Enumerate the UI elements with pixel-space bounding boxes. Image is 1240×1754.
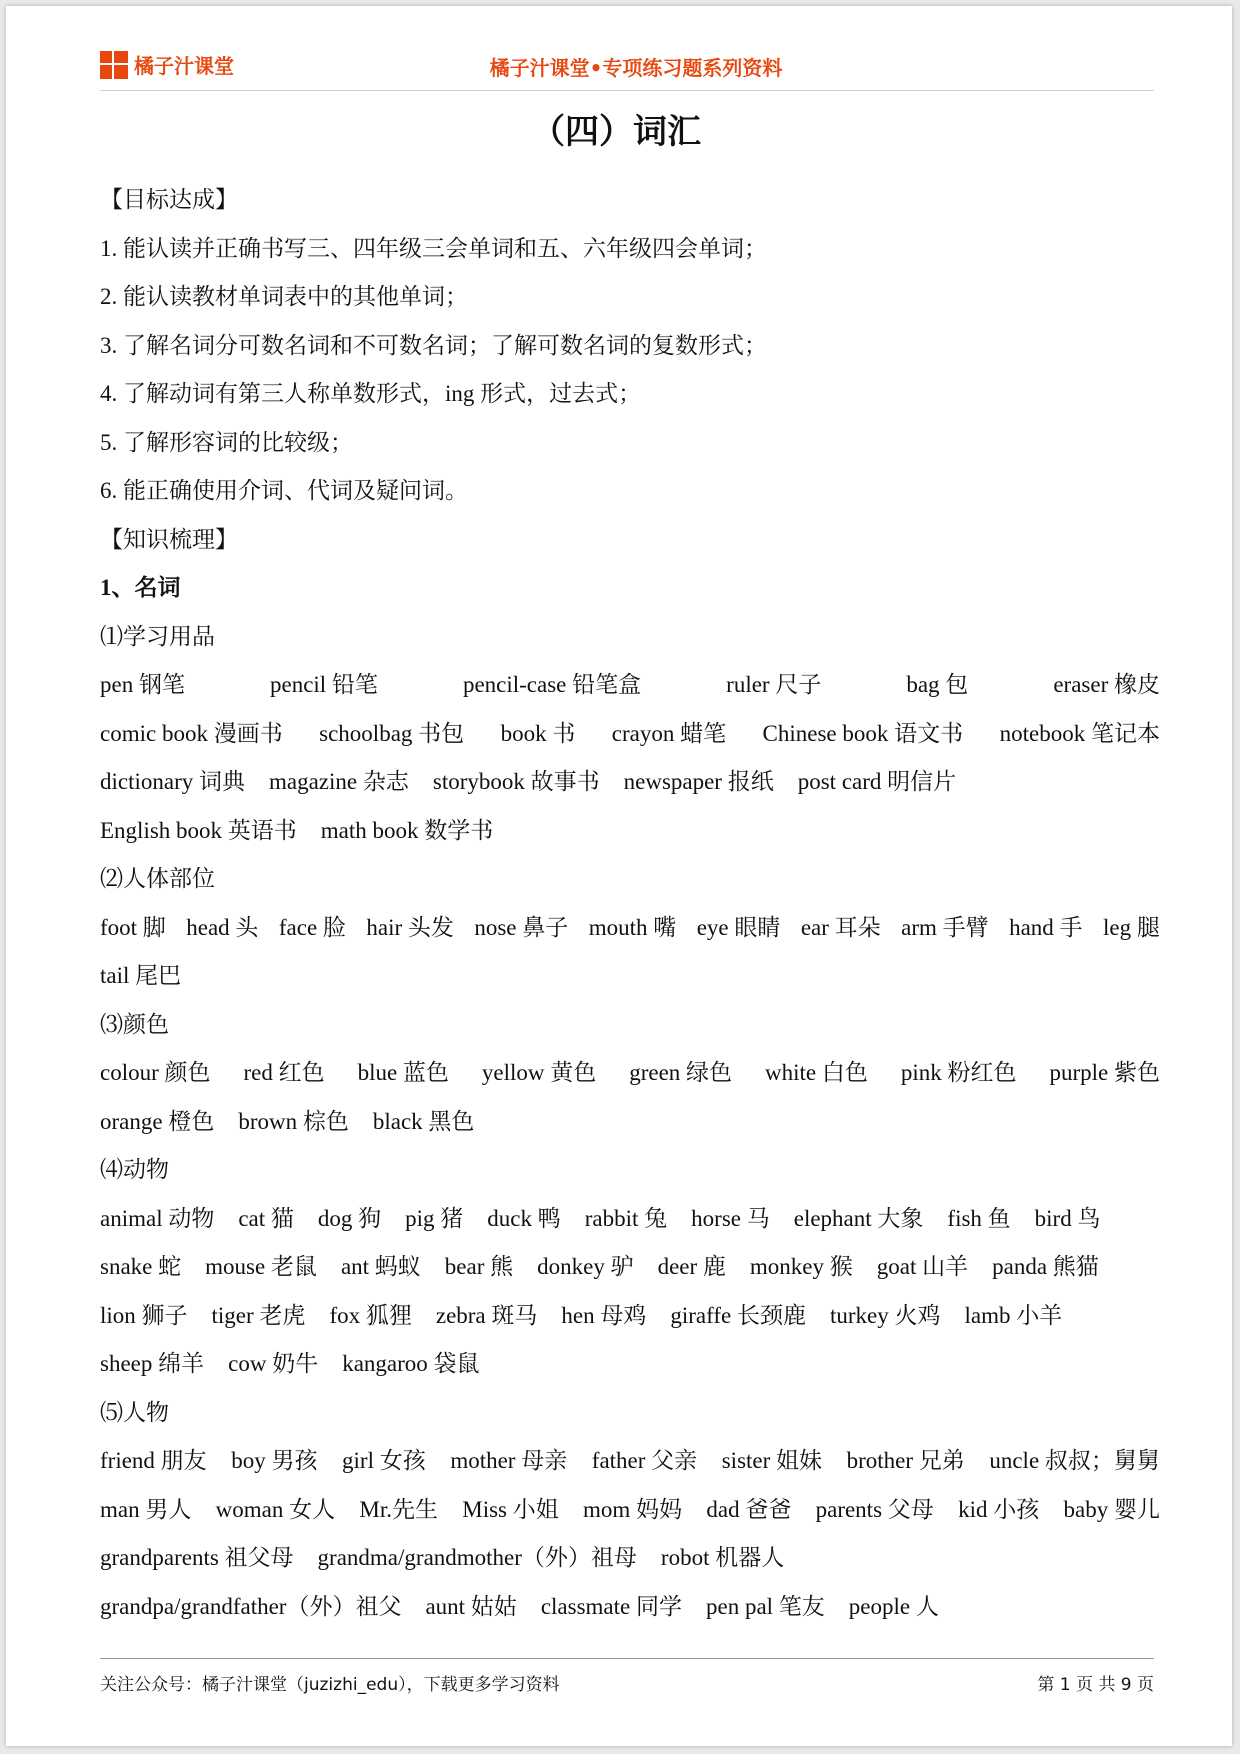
vocab-entry: crayon 蜡笔 — [611, 720, 727, 746]
vocab-entry: brown 棕色 — [238, 1108, 349, 1134]
vocab-entry: blue 蓝色 — [357, 1060, 449, 1085]
word-row — [100, 1534, 1160, 1583]
vocab-entry: ruler 尺子 — [726, 672, 822, 697]
vocab-entry: goat 山羊 — [876, 1254, 969, 1279]
vocab-entry: cow 奶牛 — [228, 1351, 319, 1376]
category-label-body-parts: ⑵人体部位 — [100, 866, 215, 891]
vocab-entry: black 黑色 — [372, 1108, 475, 1134]
vocab-entry: sheep 绵羊 — [100, 1351, 205, 1376]
vocab-entry: grandpa/grandfather（外）祖父 — [100, 1593, 402, 1619]
header-divider — [100, 90, 1154, 91]
goal-item: 1. 能认读并正确书写三、四年级三会单词和五、六年级四会单词； — [100, 235, 767, 261]
vocab-entry: panda 熊猫 — [992, 1254, 1099, 1279]
vocab-entry: book 书 — [500, 720, 576, 746]
vocab-entry: Chinese book 语文书 — [762, 720, 964, 746]
vocab-entry: eye 眼睛 — [696, 914, 781, 940]
vocab-entry: grandparents 祖父母 — [100, 1545, 294, 1570]
vocab-entry: sister 姐妹 — [721, 1448, 823, 1473]
vocab-entry: bear 熊 — [444, 1254, 514, 1279]
footer-note: 关注公众号：橘子汁课堂（juzizhi_edu），下载更多学习资料 — [100, 1675, 560, 1695]
vocab-entry: ear 耳朵 — [800, 914, 881, 940]
vocab-entry: man 男人 — [100, 1496, 192, 1522]
vocab-entry: friend 朋友 — [100, 1448, 207, 1473]
vocab-entry: uncle 叔叔；舅舅 — [989, 1448, 1160, 1473]
vocab-entry: lion 狮子 — [100, 1302, 188, 1328]
word-row — [100, 1049, 1160, 1098]
vocab-entry: boy 男孩 — [231, 1448, 318, 1473]
vocab-entry: ant 蚂蚁 — [340, 1254, 421, 1279]
vocab-entry: math book 数学书 — [320, 817, 494, 843]
vocab-entry: dictionary 词典 — [100, 769, 245, 794]
vocab-entry: elephant 大象 — [793, 1205, 924, 1231]
vocab-entry: pen pal 笔友 — [705, 1593, 825, 1619]
vocab-entry: English book 英语书 — [100, 817, 297, 843]
vocab-entry: fish 鱼 — [947, 1205, 1011, 1231]
word-row — [100, 904, 1160, 953]
vocab-entry: brother 兄弟 — [846, 1448, 965, 1473]
vocab-entry: Mr.先生 — [359, 1496, 438, 1522]
vocab-entry: newspaper 报纸 — [623, 769, 774, 794]
word-row — [100, 952, 1160, 1001]
vocab-entry: dog 狗 — [317, 1205, 382, 1231]
vocab-entry: duck 鸭 — [487, 1205, 561, 1231]
header-title: 橘子汁课堂•专项练习题系列资料 — [489, 56, 783, 80]
vocab-entry: grandma/grandmother（外）祖母 — [317, 1545, 637, 1570]
goal-item: 4. 了解动词有第三人称单数形式，ing 形式，过去式； — [100, 381, 642, 406]
vocab-entry: red 红色 — [243, 1060, 325, 1085]
vocab-entry: mom 妈妈 — [583, 1496, 683, 1522]
vocab-entry: mother 母亲 — [450, 1448, 568, 1473]
goal-item: 3. 了解名词分可数名词和不可数名词；了解可数名词的复数形式； — [100, 332, 767, 358]
vocab-entry: bird 鸟 — [1034, 1205, 1101, 1231]
section-heading-nouns: 1、名词 — [100, 575, 181, 600]
vocab-entry: pencil-case 铅笔盒 — [462, 672, 642, 697]
page-title: （四）词汇 — [531, 112, 701, 152]
word-row — [100, 661, 1160, 710]
document-page — [6, 6, 1232, 1746]
vocab-entry: aunt 姑姑 — [425, 1593, 517, 1619]
vocab-entry: green 绿色 — [629, 1060, 733, 1085]
vocab-entry: baby 婴儿 — [1063, 1496, 1160, 1522]
category-label-animals: ⑷动物 — [100, 1157, 169, 1182]
vocab-entry: woman 女人 — [215, 1496, 336, 1522]
vocab-entry: pen 钢笔 — [100, 672, 185, 697]
vocab-entry: purple 紫色 — [1049, 1060, 1160, 1085]
logo-text: 橘子汁课堂 — [134, 54, 234, 78]
vocab-entry: people 人 — [848, 1593, 939, 1619]
vocab-entry: pig 猪 — [405, 1205, 464, 1231]
category-label-colors: ⑶颜色 — [100, 1011, 169, 1037]
vocab-entry: monkey 猴 — [749, 1254, 853, 1279]
vocab-entry: robot 机器人 — [660, 1545, 785, 1570]
vocab-entry: foot 脚 — [100, 914, 166, 940]
vocab-entry: giraffe 长颈鹿 — [670, 1302, 806, 1328]
vocab-entry: nose 鼻子 — [474, 914, 569, 940]
vocab-entry: magazine 杂志 — [269, 769, 409, 794]
content — [100, 176, 1160, 1631]
vocab-entry: classmate 同学 — [540, 1593, 682, 1619]
word-row — [100, 1098, 1160, 1147]
category-label-school-supplies: ⑴学习用品 — [100, 623, 215, 649]
vocab-entry: kangaroo 袋鼠 — [342, 1351, 480, 1376]
vocab-entry: zebra 斑马 — [435, 1302, 538, 1328]
vocab-entry: comic book 漫画书 — [100, 720, 283, 746]
vocab-entry: tiger 老虎 — [211, 1302, 306, 1328]
word-row — [100, 807, 1160, 856]
brand-logo — [100, 50, 234, 79]
vocab-entry: tail 尾巴 — [100, 963, 182, 988]
footer-divider — [100, 1658, 1154, 1659]
vocab-entry: yellow 黄色 — [481, 1060, 597, 1085]
word-row — [100, 1195, 1160, 1244]
vocab-entry: parents 父母 — [815, 1496, 934, 1522]
vocab-entry: colour 颜色 — [100, 1060, 211, 1085]
category-label-people: ⑸人物 — [100, 1399, 169, 1425]
vocab-entry: bag 包 — [906, 672, 969, 697]
vocab-entry: pink 粉红色 — [900, 1060, 1017, 1085]
word-row — [100, 1340, 1160, 1389]
vocab-entry: deer 鹿 — [657, 1254, 726, 1279]
vocab-entry: pencil 铅笔 — [269, 672, 378, 697]
vocab-entry: schoolbag 书包 — [319, 720, 465, 746]
vocab-entry: donkey 驴 — [537, 1254, 634, 1279]
vocab-entry: arm 手臂 — [901, 914, 989, 940]
vocab-entry: rabbit 兔 — [584, 1205, 668, 1231]
vocab-entry: snake 蛇 — [100, 1254, 182, 1279]
vocab-entry: mouth 嘴 — [588, 914, 677, 940]
vocab-entry: horse 马 — [691, 1205, 770, 1231]
vocab-entry: white 白色 — [765, 1060, 868, 1085]
vocab-entry: cat 猫 — [238, 1205, 294, 1231]
knowledge-heading: 【知识梳理】 — [100, 526, 238, 552]
vocab-entry: hair 头发 — [366, 914, 454, 940]
vocab-entry: dad 爸爸 — [706, 1496, 792, 1522]
vocab-entry: lamb 小羊 — [964, 1302, 1063, 1328]
word-row — [100, 758, 1160, 807]
vocab-entry: orange 橙色 — [100, 1108, 215, 1134]
vocab-entry: head 头 — [186, 914, 259, 940]
word-row — [100, 1583, 1160, 1632]
goal-item: 6. 能正确使用介词、代词及疑问词。 — [100, 478, 468, 503]
vocab-entry: storybook 故事书 — [432, 769, 600, 794]
goal-item: 2. 能认读教材单词表中的其他单词； — [100, 284, 468, 309]
word-row — [100, 1486, 1160, 1535]
goal-item: 5. 了解形容词的比较级； — [100, 429, 353, 455]
vocab-entry: notebook 笔记本 — [999, 720, 1160, 746]
vocab-entry: eraser 橡皮 — [1053, 672, 1160, 697]
goal-heading: 【目标达成】 — [100, 187, 238, 212]
vocab-entry: hand 手 — [1009, 914, 1083, 940]
vocab-entry: leg 腿 — [1103, 914, 1160, 940]
word-row — [100, 710, 1160, 759]
vocab-entry: father 父亲 — [591, 1448, 698, 1473]
vocab-entry: animal 动物 — [100, 1205, 215, 1231]
vocab-entry: turkey 火鸡 — [830, 1302, 941, 1328]
vocab-entry: face 脸 — [278, 914, 346, 940]
vocab-entry: fox 狐狸 — [329, 1302, 412, 1328]
word-row — [100, 1292, 1160, 1341]
vocab-entry: post card 明信片 — [797, 769, 957, 794]
vocab-entry: Miss 小姐 — [462, 1496, 559, 1522]
word-row — [100, 1437, 1160, 1486]
vocab-entry: girl 女孩 — [342, 1448, 426, 1473]
word-row — [100, 1243, 1160, 1292]
vocab-entry: mouse 老鼠 — [205, 1254, 317, 1279]
logo-grid-icon — [100, 51, 128, 79]
vocab-entry: kid 小孩 — [958, 1496, 1040, 1522]
vocab-entry: hen 母鸡 — [561, 1302, 647, 1328]
page-number: 第 1 页 共 9 页 — [1037, 1675, 1154, 1695]
